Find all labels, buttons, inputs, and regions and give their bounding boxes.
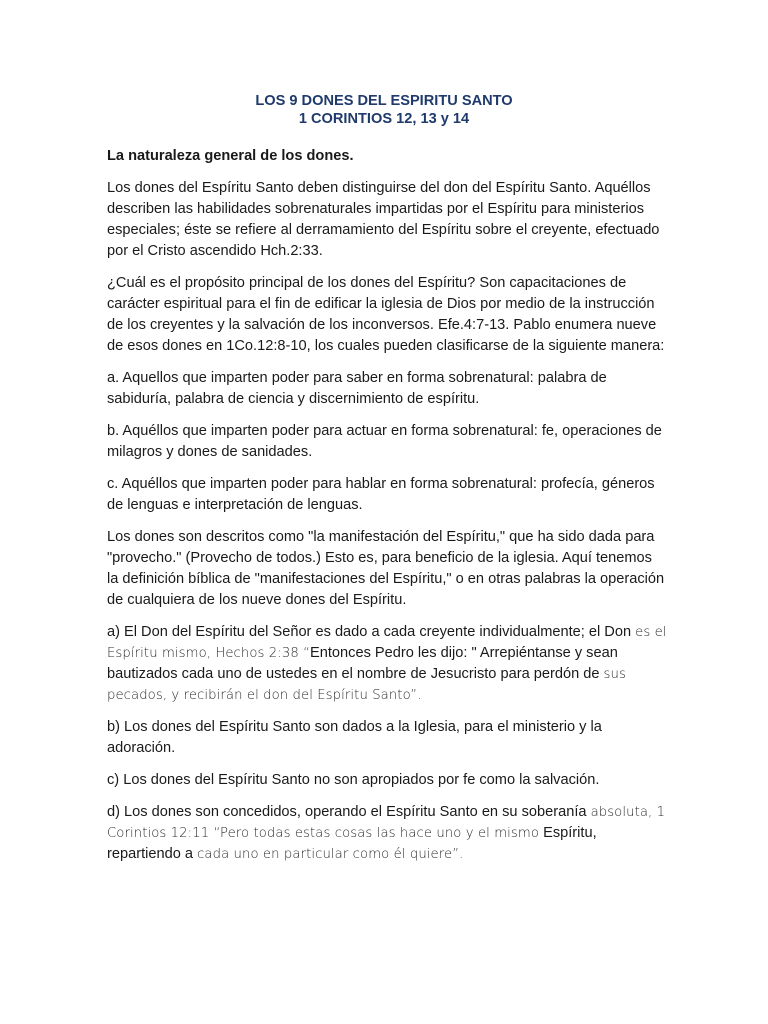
- paragraph-intro: Los dones del Espíritu Santo deben distinguirse del don del Espíritu Santo. Aquéllos describen las habilidades sobrenaturales impartidas por el Espíritu para ministerios especiales; éste se refiere al derramamiento del Espíritu sobre el creyente, efectuado por el Cristo ascendido Hch.2:33.: [107, 180, 660, 259]
- title-line-2: 1 CORINTIOS 12, 13 y 14: [298, 111, 470, 127]
- point-a-text-1: a) El Don del Espíritu del Señor es dado a cada creyente individualmente; el Don: [107, 624, 632, 640]
- point-d-text-1: d) Los dones son concedidos, operando el Espíritu Santo en su soberanía: [107, 804, 587, 820]
- title-line-1: LOS 9 DONES DEL ESPIRITU SANTO: [255, 93, 513, 109]
- point-a-text-3: Entonces Pedro les dijo: " Arrepiéntanse y sean bautizados cada uno de ustedes en el nombre de Jesucristo para perdón de: [107, 645, 618, 682]
- paragraph-purpose: ¿Cuál es el propósito principal de los dones del Espíritu? Son capacitaciones de carácter espiritual para el fin de edificar la iglesia de Dios por medio de la instrucción de los creyentes y la salvación de los inconversos. Efe.4:7-13. Pablo enumera nueve de esos dones en 1Co.12:8-10, los cuales pueden clasificarse de la siguiente manera:: [107, 275, 665, 354]
- point-d-text-2: absoluta, 1 Corintios 12:11 “Pero todas estas cosas las hace uno y el mismo: [107, 805, 666, 841]
- point-a: [107, 622, 667, 706]
- point-d-text-3: Espíritu, repartiendo a: [107, 825, 597, 862]
- point-b: b) Los dones del Espíritu Santo son dados a la Iglesia, para el ministerio y la adoración.: [107, 719, 602, 756]
- list-item-a: a. Aquellos que imparten poder para saber en forma sobrenatural: palabra de sabiduría, palabra de ciencia y discernimiento de espíritu.: [107, 370, 607, 407]
- point-a-text-2: es el Espíritu mismo, Hechos 2:38 “: [107, 625, 667, 661]
- paragraph-manifestation: Los dones son descritos como "la manifestación del Espíritu," que ha sido dada para "provecho." (Provecho de todos.) Esto es, para beneficio de la iglesia. Aquí tenemos la definición bíblica de "manifestaciones del Espíritu," o en otras palabras la operación de cualquiera de los nueve dones del Espíritu.: [107, 529, 665, 608]
- list-item-c: c. Aquéllos que imparten poder para hablar en forma sobrenatural: profecía, géneros de lenguas e interpretación de lenguas.: [107, 476, 655, 513]
- point-c: c) Los dones del Espíritu Santo no son apropiados por fe como la salvación.: [107, 772, 600, 788]
- point-d-text-4: cada uno en particular como él quiere”.: [197, 847, 464, 862]
- document-body: [107, 146, 667, 876]
- document-title: [0, 92, 768, 128]
- section-heading: La naturaleza general de los dones.: [107, 148, 354, 164]
- point-d: [107, 802, 667, 865]
- list-item-b: b. Aquéllos que imparten poder para actuar en forma sobrenatural: fe, operaciones de milagros y dones de sanidades.: [107, 423, 662, 460]
- point-a-text-4: sus pecados, y recibirán el don del Espíritu Santo”.: [107, 667, 626, 703]
